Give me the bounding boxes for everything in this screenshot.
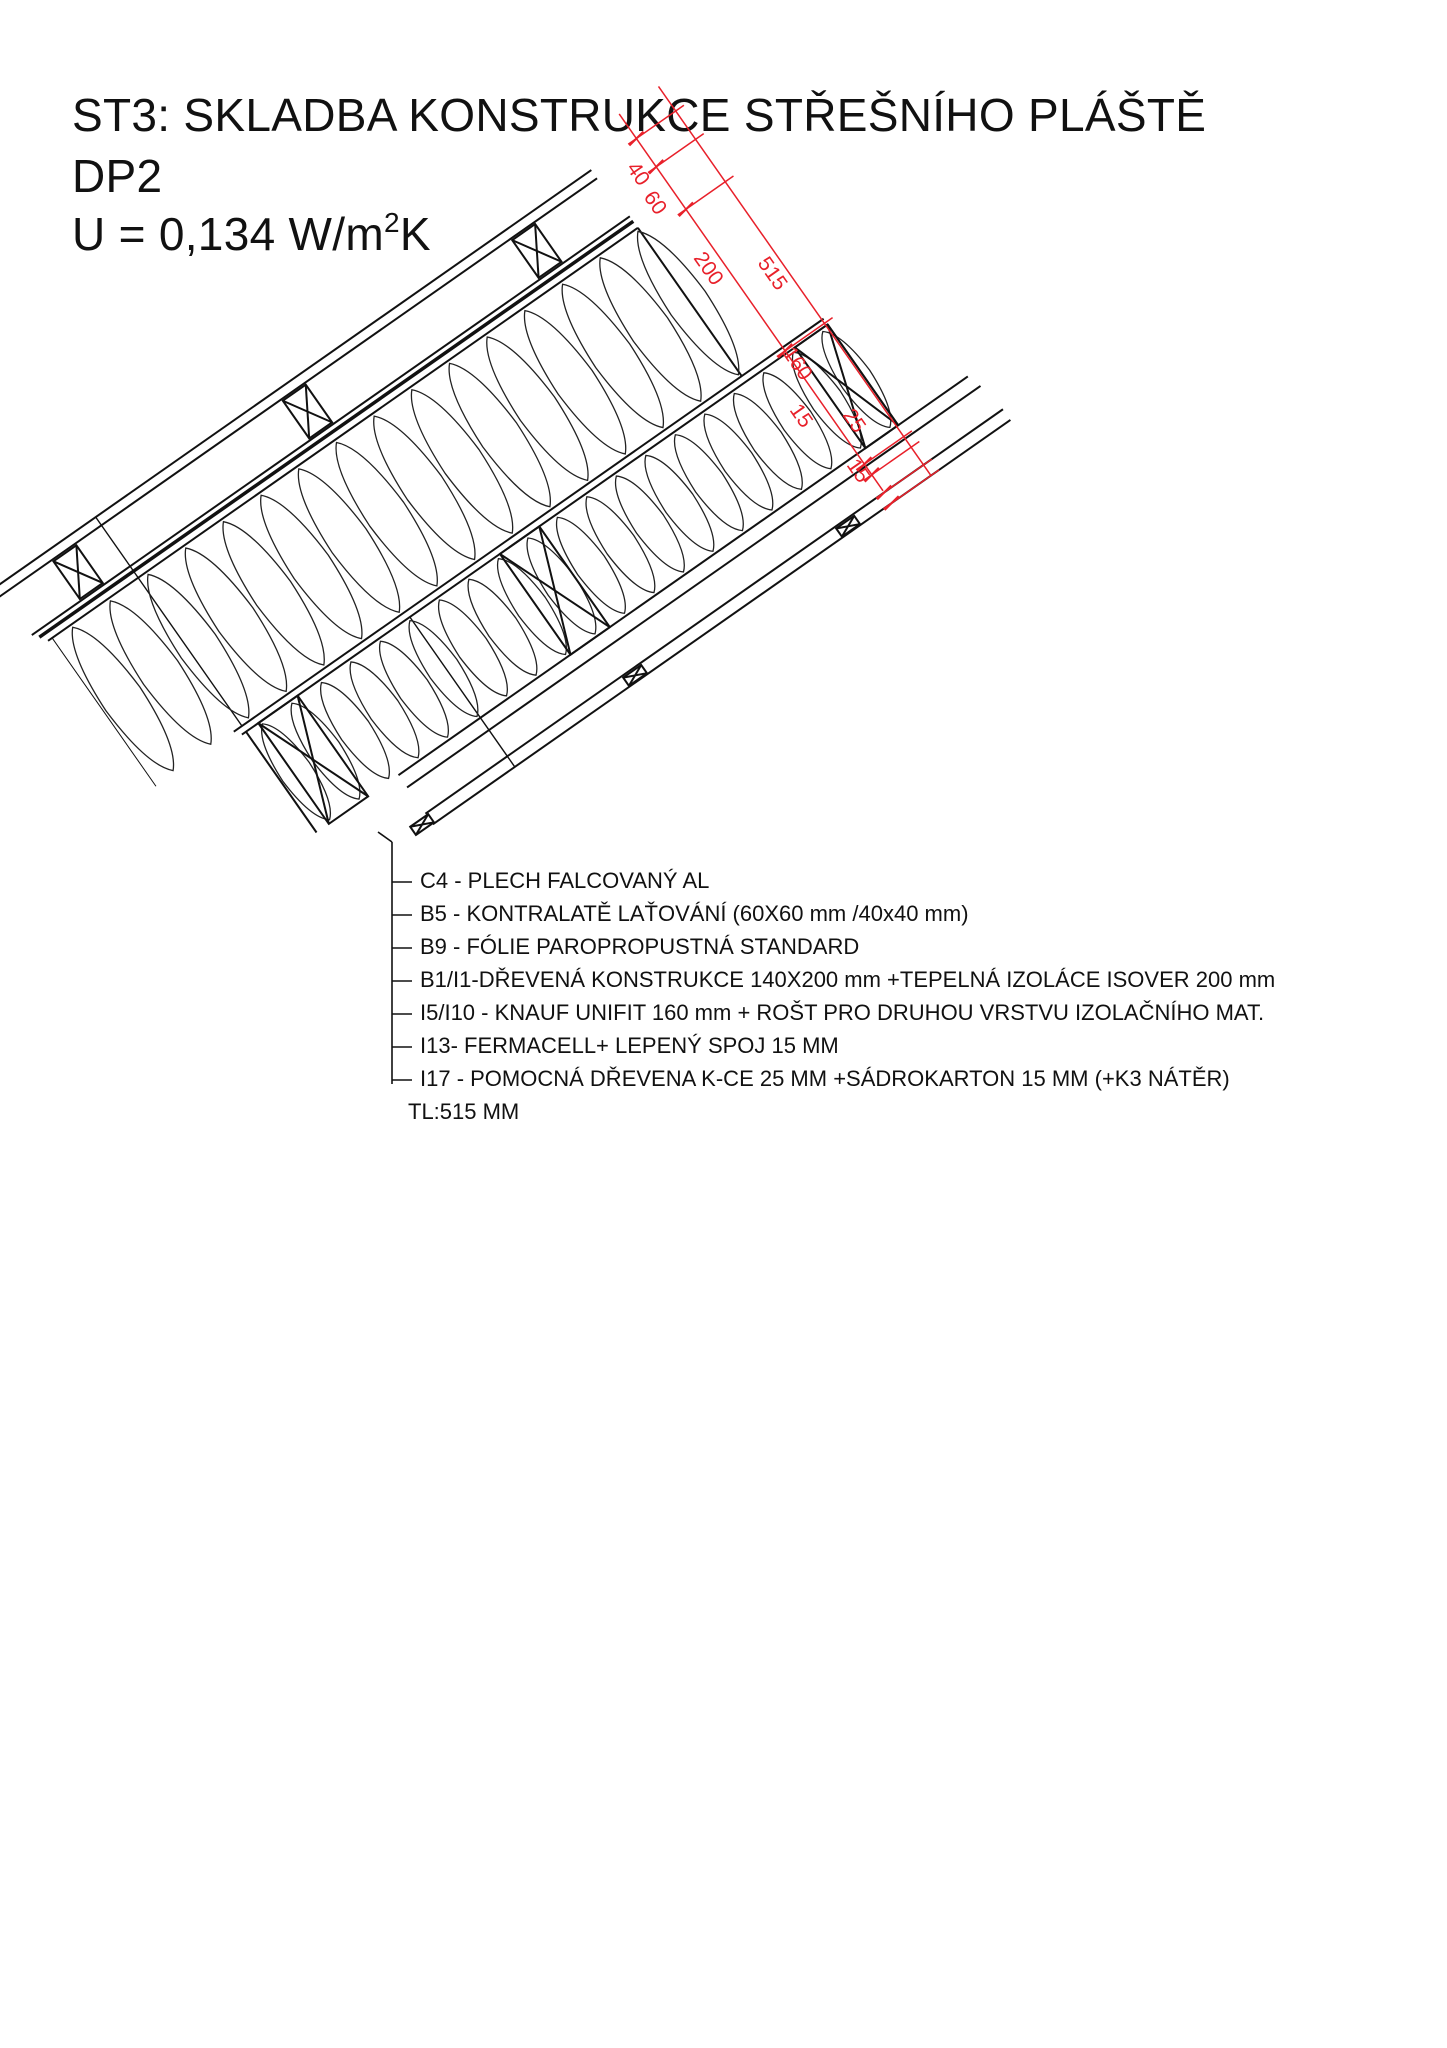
dim-200: 200 [688,247,728,290]
battens [53,224,898,835]
dimension-tick [679,202,693,216]
dimension-tick [885,496,899,510]
rafter-lower-line [234,319,824,732]
insulation-cell [704,414,773,510]
insulation-cell [321,683,390,779]
insulation-cell [645,455,714,551]
insulation-cell [380,641,449,737]
dim-60: 60 [638,186,672,220]
dim-515: 515 [752,252,792,295]
batten-lower-line [32,216,630,635]
legend-item: I17 - POMOCNÁ DŘEVENA K-CE 25 MM +SÁDROKARTON 15 MM (+K3 NÁTĚR) [420,1066,1230,1091]
dim-160: 160 [777,342,817,385]
membrane-line [39,221,633,637]
u-value-prefix: U = 0,134 W/m [72,208,384,260]
lower-insulation-start [246,732,317,833]
dimension-tick [877,485,891,499]
u-value-suffix: K [399,208,431,260]
dim-40: 40 [621,157,655,191]
drawing-subtitle: DP2 [72,150,163,202]
drawing-title: ST3: SKLADBA KONSTRUKCE STŘEŠNÍHO PLÁŠTĚ [72,89,1207,141]
legend-item: B5 - KONTRALATĚ LAŤOVÁNÍ (60X60 mm /40x40 mm) [420,901,969,926]
grid-member-cross [539,526,570,654]
insulation-cell [586,497,655,593]
insulation-cell [350,662,419,758]
roof-layers [0,170,1010,832]
insulation-cell [439,600,508,696]
legend-item: B9 - FÓLIE PAROPROPUSTNÁ STANDARD [420,934,860,959]
insulation-cell [468,579,537,675]
insulation-cell [616,476,685,572]
fermacell-line [407,386,980,788]
legend-leader [378,832,412,1084]
upper-insulation-end [638,228,742,376]
dim-25: 25 [837,404,871,438]
legend-item: C4 - PLECH FALCOVANÝ AL [420,868,710,893]
insulation-cell [262,724,331,820]
legend-item: I5/I10 - KNAUF UNIFIT 160 mm + ROŠT PRO DRUHOU VRSTVU IZOLAČNÍHO MAT. [420,1000,1265,1025]
grid-member-cross [298,696,329,824]
insulation-cell [498,559,567,655]
legend-item: I13- FERMACELL+ LEPENÝ SPOJ 15 MM [420,1033,839,1058]
dim-15a: 15 [784,399,818,433]
fastener-line [410,617,515,767]
dimension-lines [619,86,939,510]
leader-pointer [378,832,392,842]
dimension-tick [629,132,643,146]
dimension-labels [622,158,874,487]
u-value-exponent: 2 [383,207,400,238]
legend-item: B1/I1-DŘEVENÁ KONSTRUKCE 140X200 mm +TEPELNÁ IZOLÁCE ISOVER 200 mm [420,967,1276,992]
upper-insulation-start [52,638,156,786]
insulation-cell [409,621,478,717]
legend-total-thickness: TL:515 MM [408,1099,520,1124]
insulation-cell [674,435,743,531]
dim-15b: 15 [841,454,875,488]
